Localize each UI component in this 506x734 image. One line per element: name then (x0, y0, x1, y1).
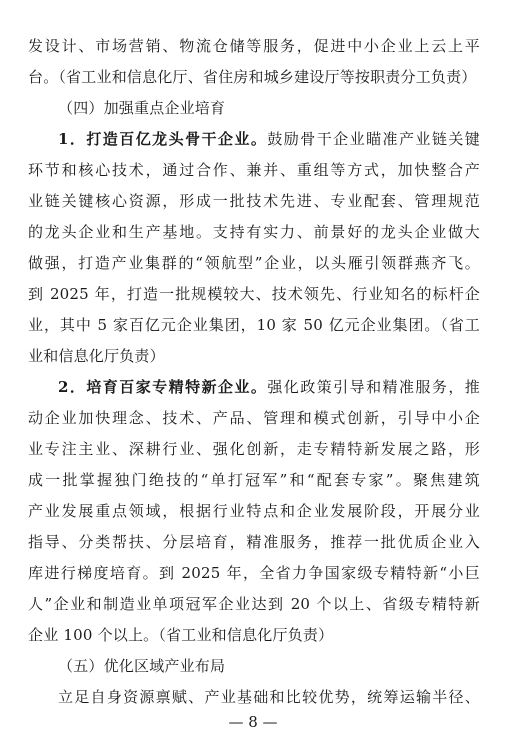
paragraph-line: 成一批掌握独门绝技的“单打冠军”和“配套专家”。聚焦建筑 (28, 471, 480, 489)
paragraph-line: 立足自身资源禀赋、产业基础和比较优势，统筹运输半径、 (58, 688, 480, 706)
paragraph-line: 企业 100 个以上。（省工业和信息化厅负责） (28, 626, 334, 644)
paragraph-line: 发设计、市场营销、物流仓储等服务，促进中小企业上云上平 (28, 37, 480, 55)
paragraph-line: 业，其中 5 家百亿元企业集团，10 家 50 亿元企业集团。（省工 (28, 316, 480, 334)
paragraph-line: 指导、分类帮扶、分层培育，精准服务，推荐一批优质企业入 (28, 533, 480, 551)
paragraph-line: 业专注主业、深耕行业、强化创新，走专精特新发展之路，形 (28, 440, 480, 458)
paragraph-line: 动企业加快理念、技术、产品、管理和模式创新，引导中小企 (28, 409, 480, 427)
paragraph-line: 到 2025 年，打造一批规模较大、技术领先、行业知名的标杆企 (28, 285, 480, 303)
paragraph-line: 做强，打造产业集群的“领航型”企业，以头雁引领群燕齐飞。 (28, 254, 480, 272)
paragraph-line: 人”企业和制造业单项冠军企业达到 20 个以上、省级专精特新 (28, 595, 480, 613)
paragraph-line: 库进行梯度培育。到 2025 年，全省力争国家级专精特新“小巨 (28, 564, 480, 582)
page-number: — 8 — (228, 713, 278, 731)
paragraph-line: 产业发展重点领域，根据行业特点和企业发展阶段，开展分业 (28, 502, 480, 520)
item-title: 2．培育百家专精特新企业。 (58, 378, 268, 396)
paragraph-line: 台。（省工业和信息化厅、省住房和城乡建设厅等按职责分工负责） (28, 68, 477, 86)
section-heading: （四）加强重点企业培育 (58, 99, 226, 117)
item-first-line (58, 375, 480, 399)
paragraph-line: 业链关键核心资源，形成一批技术先进、专业配套、管理规范 (28, 192, 480, 210)
item-first-line (58, 127, 480, 151)
item-title: 1．打造百亿龙头骨干企业。 (58, 130, 268, 148)
item-text: 强化政策引导和精准服务，推 (267, 378, 480, 396)
item-text: 鼓励骨干企业瞄准产业链关键 (267, 130, 480, 148)
paragraph-line: 环节和核心技术，通过合作、兼并、重组等方式，加快整合产 (28, 161, 480, 179)
section-heading: （五）优化区域产业布局 (58, 657, 226, 675)
paragraph-line: 的龙头企业和生产基地。支持有实力、前景好的龙头企业做大 (28, 223, 480, 241)
paragraph-line: 业和信息化厅负责） (28, 347, 165, 365)
